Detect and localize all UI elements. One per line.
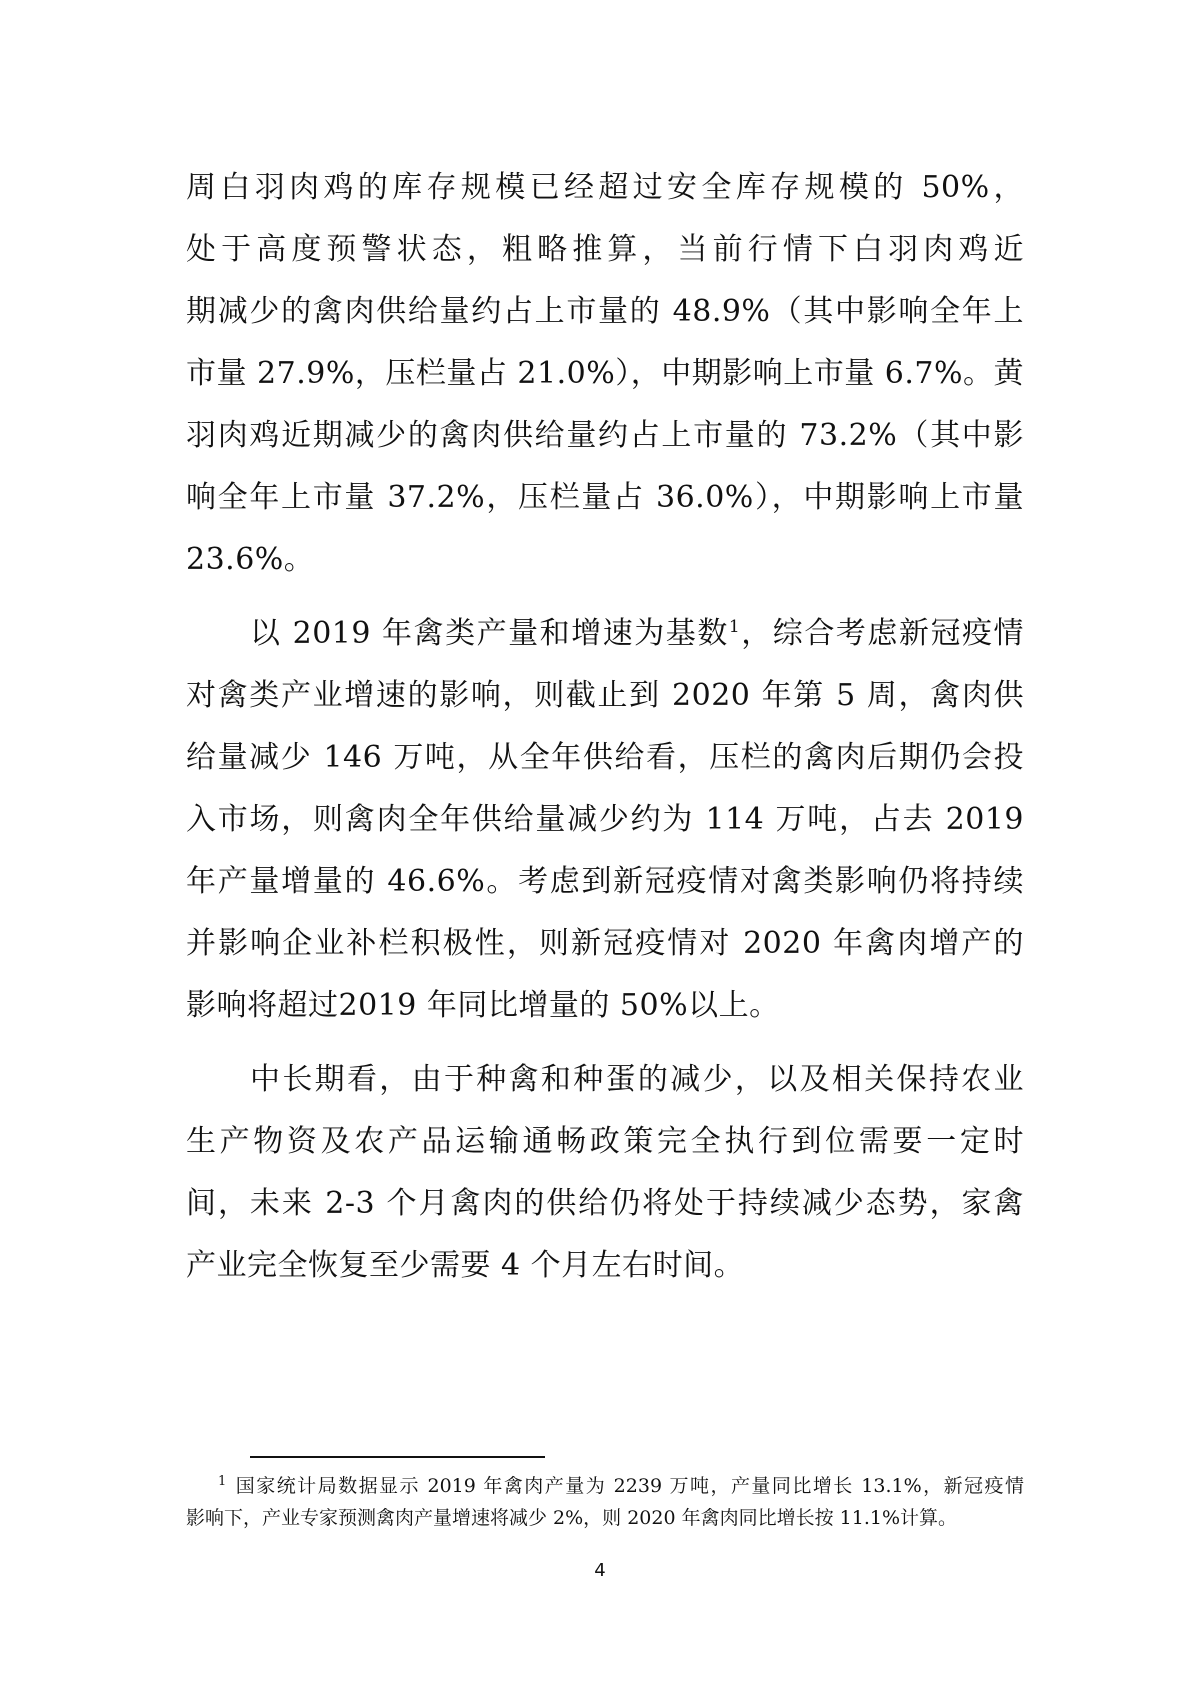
text-line: 并影响企业补栏积极性，则新冠疫情对 2020 年禽肉增产的: [186, 926, 1024, 961]
paragraph-gap: [186, 1037, 1024, 1049]
text-line: 期减少的禽肉供给量约占上市量的 48.9%（其中影响全年上: [186, 294, 1024, 329]
paragraph-3: [186, 1049, 1024, 1297]
text-line: 间，未来 2-3 个月禽肉的供给仍将处于持续减少态势，家禽: [186, 1186, 1024, 1221]
footnote-reference: 1: [728, 617, 741, 637]
footnote-separator: [250, 1456, 545, 1458]
text-line: 羽肉鸡近期减少的禽肉供给量约占上市量的 73.2%（其中影: [186, 418, 1024, 453]
text-line: 入市场，则禽肉全年供给量减少约为 114 万吨，占去 2019: [186, 802, 1024, 837]
text-segment: ，综合考虑新冠疫情: [740, 616, 1025, 651]
paragraph-2: [186, 603, 1024, 1037]
paragraph-gap: [186, 591, 1024, 603]
page-number: 4: [594, 1560, 606, 1581]
text-line: 产业完全恢复至少需要 4 个月左右时间。: [186, 1248, 745, 1283]
text-line: 生产物资及农产品运输通畅政策完全执行到位需要一定时: [186, 1124, 1024, 1159]
paragraph-1: [186, 157, 1024, 591]
text-line: 影响将超过2019 年同比增量的 50%以上。: [186, 988, 780, 1023]
footnote-line: [186, 1470, 1024, 1502]
footnote-line: 影响下，产业专家预测禽肉产量增速将减少 2%，则 2020 年禽肉同比增长按 11.1%计算。: [186, 1507, 958, 1529]
text-line: 响全年上市量 37.2%，压栏量占 36.0%），中期影响上市量: [186, 480, 1024, 515]
text-segment: 以 2019 年禽类产量和增速为基数: [250, 616, 729, 651]
footnote-text: 国家统计局数据显示 2019 年禽肉产量为 2239 万吨，产量同比增长 13.1%，新冠疫情: [234, 1475, 1024, 1497]
text-line: 给量减少 146 万吨，从全年供给看，压栏的禽肉后期仍会投: [186, 740, 1024, 775]
text-line: [186, 603, 1024, 665]
text-line: 市量 27.9%，压栏量占 21.0%），中期影响上市量 6.7%。黄: [186, 356, 1024, 391]
text-line: 处于高度预警状态，粗略推算，当前行情下白羽肉鸡近: [186, 232, 1024, 267]
footnote-mark: 1: [218, 1473, 227, 1489]
footnote: [186, 1470, 1024, 1534]
text-line: 周白羽肉鸡的库存规模已经超过安全库存规模的 50%，: [186, 170, 1024, 205]
text-line: 中长期看，由于种禽和种蛋的减少，以及相关保持农业: [250, 1062, 1024, 1097]
text-line: 对禽类产业增速的影响，则截止到 2020 年第 5 周，禽肉供: [186, 678, 1024, 713]
body-text: [186, 157, 1024, 1297]
text-line: 年产量增量的 46.6%。考虑到新冠疫情对禽类影响仍将持续: [186, 864, 1024, 899]
text-line: 23.6%。: [186, 542, 315, 577]
